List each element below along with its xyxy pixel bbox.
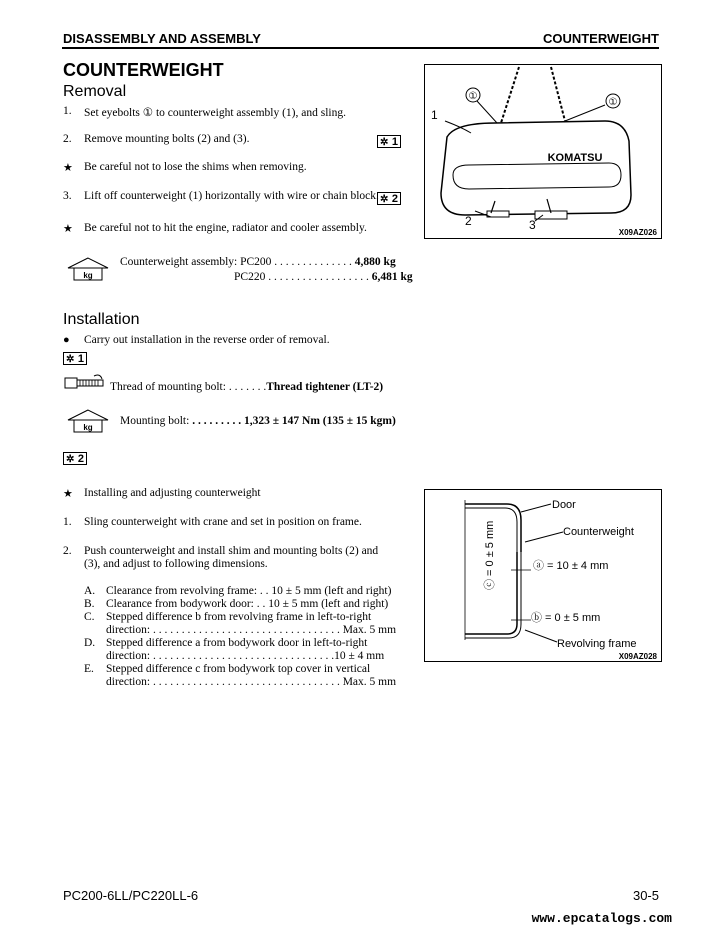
install-step-2-number: 2. <box>63 545 72 557</box>
star-icon: ★ <box>63 162 73 174</box>
removal-note-1: Be careful not to lose the shims when removing. <box>84 161 307 173</box>
weight-kg-icon <box>66 256 110 282</box>
item-b-letter: B. <box>84 598 95 610</box>
mount-label: Mounting bolt: <box>120 415 190 427</box>
asterisk-icon: ✲ <box>380 194 389 205</box>
item-c-line-1: Stepped difference b from revolving frame in left-to-right <box>106 611 372 623</box>
star-icon: ★ <box>63 488 73 500</box>
item-e-line-1: Stepped difference c from bodywork top cover in vertical <box>106 663 371 675</box>
star-icon: ★ <box>63 223 73 235</box>
header-left: DISASSEMBLY AND ASSEMBLY <box>63 31 261 46</box>
label-dim-a: ⓐ = 10 ± 4 mm <box>533 560 609 572</box>
torque-kg-icon <box>66 408 110 434</box>
asterisk-icon: ✲ <box>66 454 75 465</box>
install-step-1: Sling counterweight with crane and set in position on frame. <box>84 516 362 528</box>
brand-logo-text: KOMATSU <box>547 152 603 164</box>
eyebolt-label-left: ① <box>468 91 478 102</box>
bolt-thread-icon <box>64 374 106 392</box>
asterisk-icon: ✲ <box>380 137 389 148</box>
figure-counterweight-lift <box>424 64 662 239</box>
weight-row-pc220: PC220 . . . . . . . . . . . . . . . . . . 6,481 kg <box>234 271 413 283</box>
installation-note: Installing and adjusting counterweight <box>84 487 261 499</box>
ref-tag-1-install-number: 1 <box>77 353 84 365</box>
item-d-line-1: Stepped difference a from bodywork door in left-to-right <box>106 637 368 649</box>
mounting-bolt-spec: Mounting bolt: . . . . . . . . . 1,323 ± 147 Nm (135 ± 15 kgm) <box>120 415 396 427</box>
header-rule <box>62 47 659 49</box>
label-door: Door <box>552 499 576 511</box>
footer-page-number: 30-5 <box>632 888 659 903</box>
page-title: COUNTERWEIGHT <box>63 60 224 80</box>
removal-step-2-number: 2. <box>63 133 72 145</box>
label-dim-c: ⓒ = 0 ± 5 mm <box>484 520 496 590</box>
item-b-line-1: Clearance from bodywork door: . . 10 ± 5 mm (left and right) <box>106 598 389 610</box>
weight-value-pc220: 6,481 kg <box>371 271 413 283</box>
installation-bullet: Carry out installation in the reverse order of removal. <box>84 334 330 346</box>
removal-heading: Removal <box>63 83 127 100</box>
dimensions-drawing <box>425 490 661 661</box>
removal-step-3-number: 3. <box>63 190 72 202</box>
item-d-letter: D. <box>84 637 96 649</box>
fig1-code: X09AZ026 <box>618 228 657 237</box>
counterweight-lift-drawing <box>425 65 661 238</box>
thread-label: Thread of mounting bolt: <box>110 381 226 393</box>
label-revolving-frame: Revolving frame <box>557 638 637 650</box>
item-d-line-2: direction: . . . . . . . . . . . . . . . . . . . . . . . . . . . . . . . .10 ± 4 mm <box>106 650 385 662</box>
ref-tag-1 <box>377 135 401 148</box>
item-e-line-2: direction: . . . . . . . . . . . . . . . . . . . . . . . . . . . . . . . . . Max. 5 mm <box>106 676 397 688</box>
removal-step-1-number: 1. <box>63 105 72 117</box>
item-a-letter: A. <box>84 585 96 597</box>
installation-heading: Installation <box>63 311 140 328</box>
thread-spec: Thread of mounting bolt: . . . . . . .Thread tightener (LT-2) <box>110 381 384 393</box>
ref-tag-2 <box>377 192 401 205</box>
fig1-label-3: 3 <box>529 218 536 232</box>
fig2-code: X09AZ028 <box>618 652 657 661</box>
removal-step-1: Set eyebolts ① to counterweight assembly (1), and sling. <box>84 107 346 119</box>
svg-text:kg: kg <box>83 423 93 432</box>
label-counterweight: Counterweight <box>563 526 634 538</box>
label-dim-b: ⓑ = 0 ± 5 mm <box>531 612 601 624</box>
item-e-letter: E. <box>84 663 94 675</box>
mount-value: 1,323 ± 147 Nm (135 ± 15 kgm) <box>243 415 396 427</box>
weight-label-text: Counterweight assembly: PC200 <box>120 256 272 268</box>
weight-value-pc200: 4,880 kg <box>354 256 396 268</box>
ref-tag-1-number: 1 <box>391 136 398 148</box>
item-c-line-2: direction: . . . . . . . . . . . . . . . . . . . . . . . . . . . . . . . . . Max. 5 mm <box>106 624 397 636</box>
install-step-2-line-2: (3), and adjust to following dimensions. <box>84 558 268 570</box>
install-step-2-line-1: Push counterweight and install shim and mounting bolts (2) and <box>84 545 379 557</box>
footer-model: PC200-6LL/PC220LL-6 <box>63 888 199 903</box>
weight-label: Counterweight assembly: PC200 . . . . . . . . . . . . . . 4,880 kg <box>120 256 396 268</box>
removal-step-2: Remove mounting bolts (2) and (3). <box>84 133 250 145</box>
removal-note-2: Be careful not to hit the engine, radiator and cooler assembly. <box>84 222 367 234</box>
footer-url[interactable]: www.epcatalogs.com <box>531 911 672 926</box>
weight-model-pc220: PC220 <box>234 271 266 283</box>
svg-text:kg: kg <box>83 271 93 280</box>
fig1-label-2: 2 <box>465 214 472 228</box>
install-step-1-number: 1. <box>63 516 72 528</box>
item-c-letter: C. <box>84 611 95 623</box>
ref-tag-1-install <box>63 352 87 365</box>
ref-tag-2-number: 2 <box>391 193 398 205</box>
header-right: COUNTERWEIGHT <box>542 31 659 46</box>
ref-tag-2-install <box>63 452 87 465</box>
fig1-label-1: 1 <box>431 108 438 122</box>
thread-value: Thread tightener (LT-2) <box>266 381 384 393</box>
bullet-icon: ● <box>63 334 70 346</box>
removal-step-3: Lift off counterweight (1) horizontally with wire or chain block. <box>84 190 379 202</box>
asterisk-icon: ✲ <box>66 354 75 365</box>
eyebolt-label-right: ① <box>608 97 618 108</box>
ref-tag-2-install-number: 2 <box>77 453 84 465</box>
figure-dimensions <box>424 489 662 662</box>
item-a-line-1: Clearance from revolving frame: . . 10 ± 5 mm (left and right) <box>106 585 392 597</box>
